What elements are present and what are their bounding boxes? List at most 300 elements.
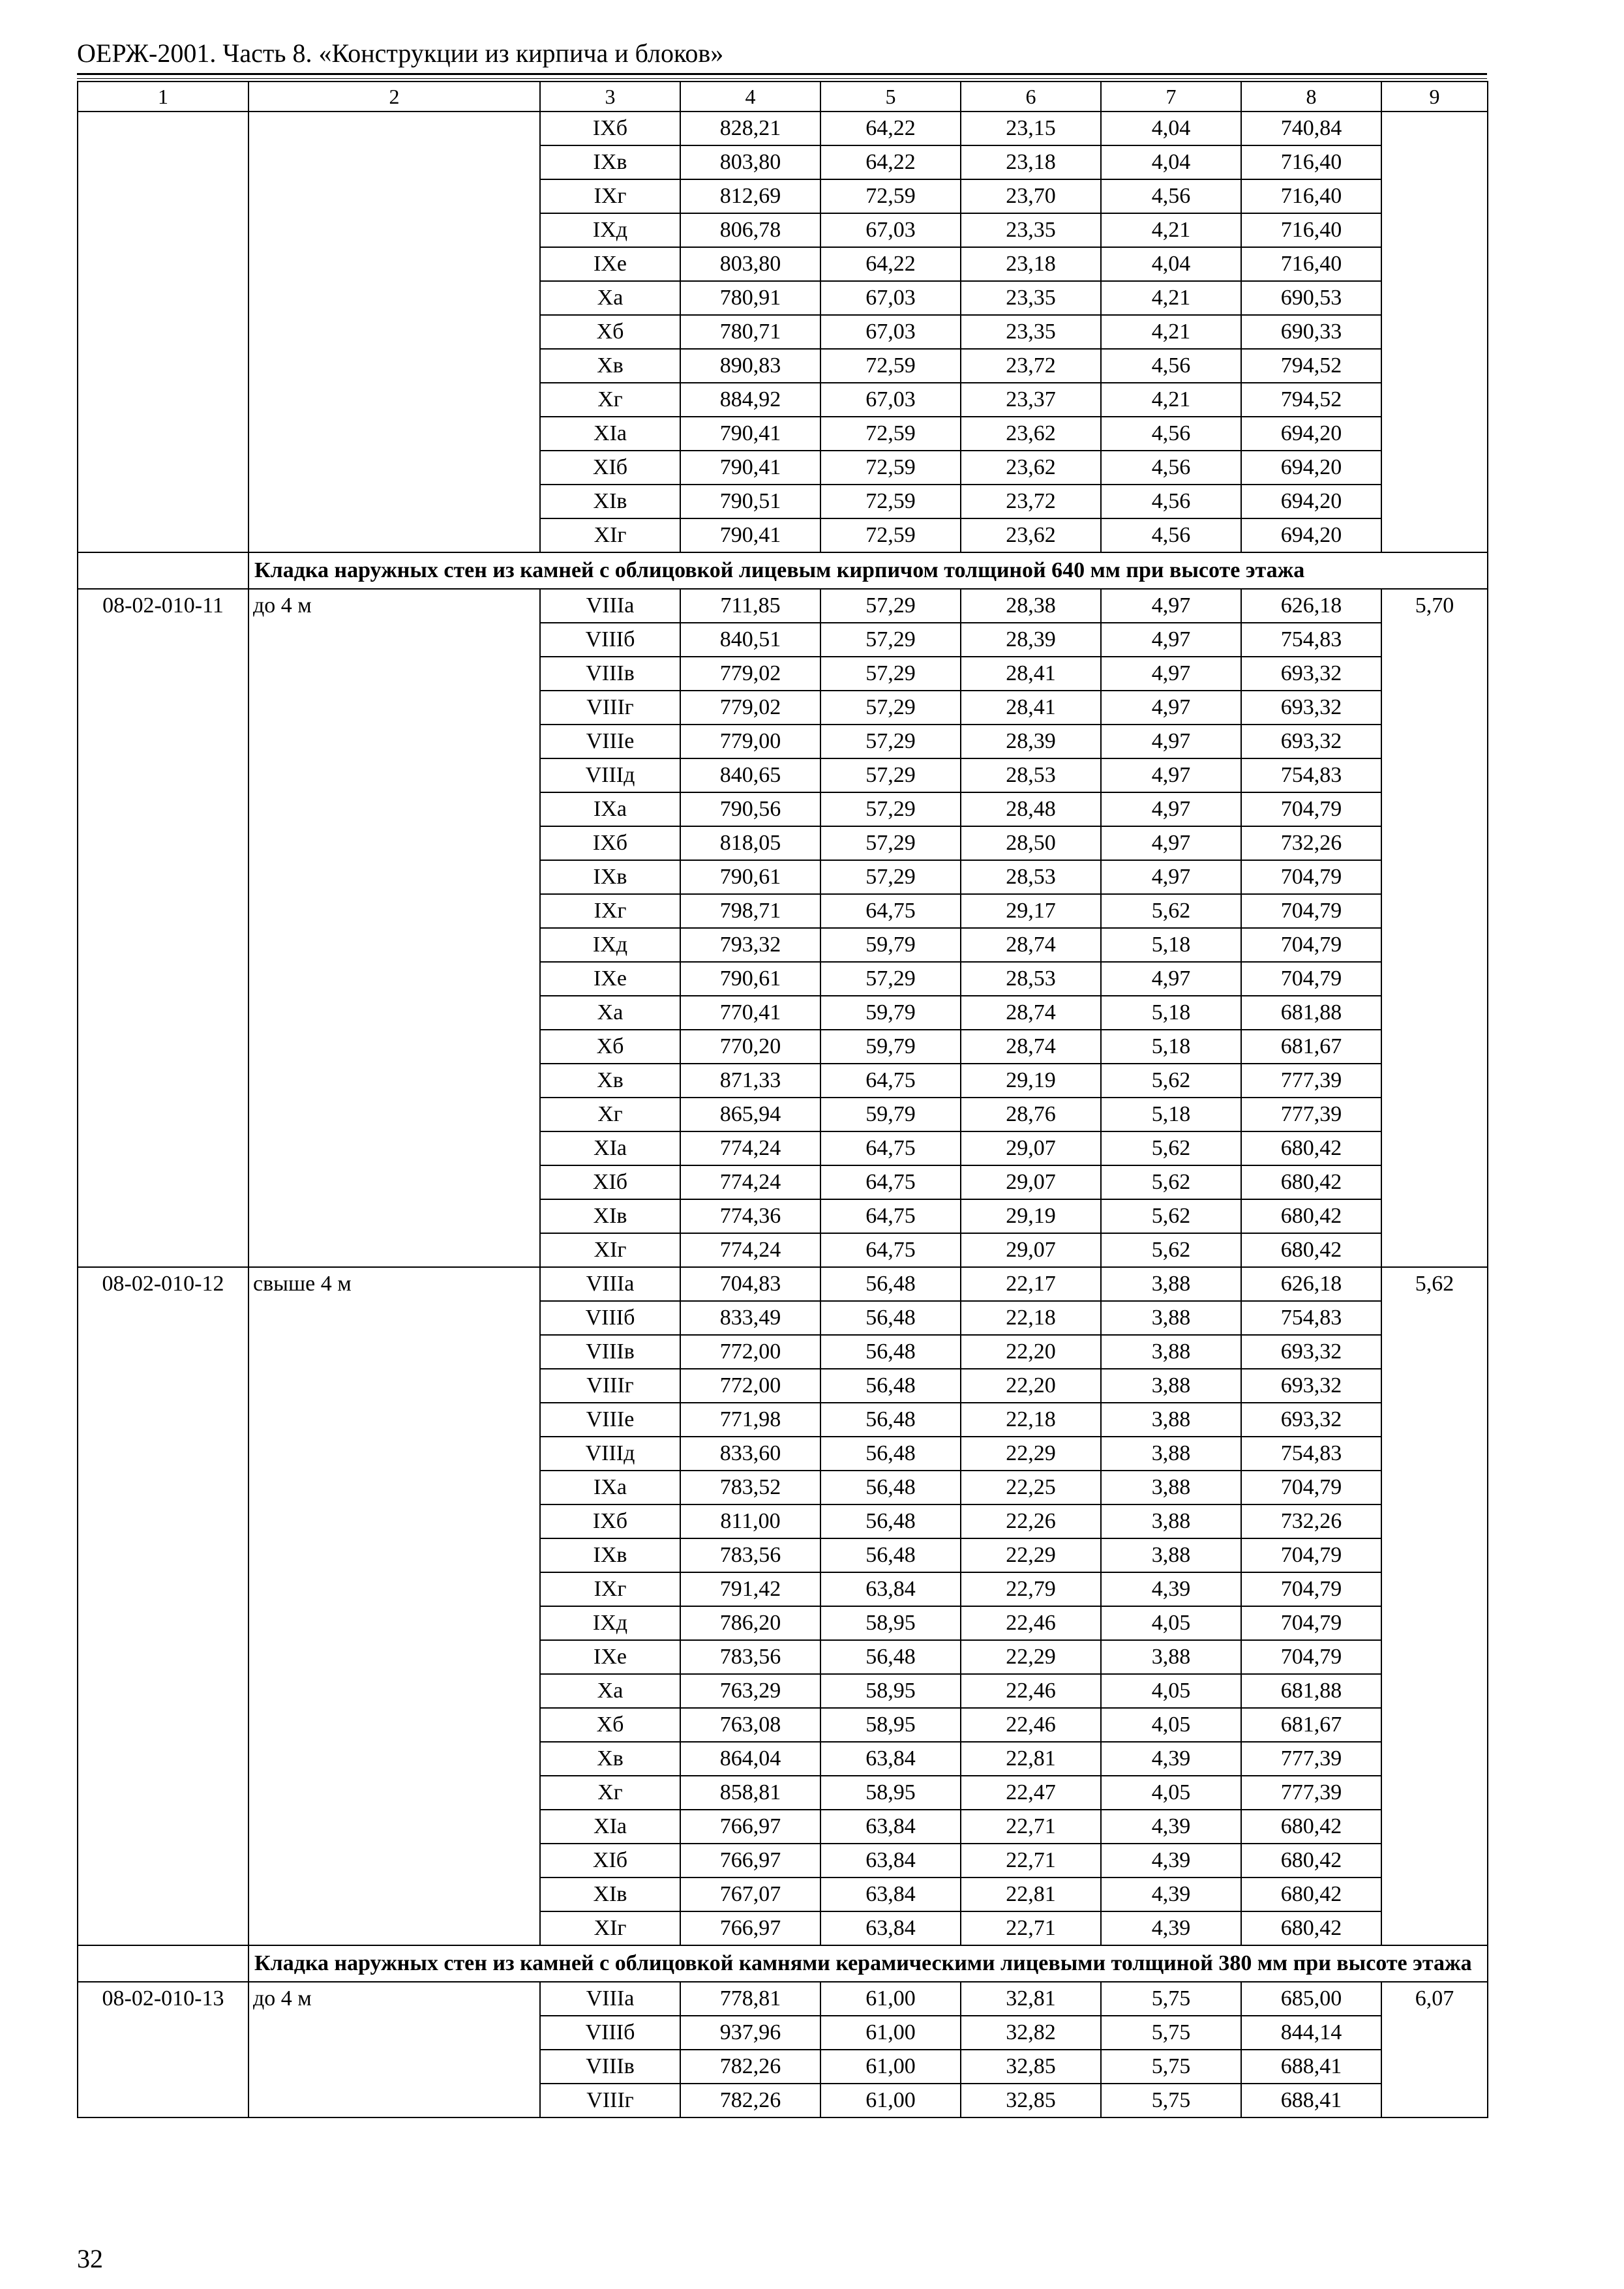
value-cell: 704,79 [1241,792,1381,826]
region-code: IXг [540,894,680,928]
value-cell: 22,79 [961,1572,1101,1606]
region-code: IXв [540,860,680,894]
region-code: VIIIа [540,1267,680,1301]
region-code: IXв [540,145,680,179]
value-cell: 57,29 [820,962,961,996]
region-code: IXг [540,1572,680,1606]
value-cell: 626,18 [1241,1267,1381,1301]
value-cell: 688,41 [1241,2050,1381,2084]
value-cell: 4,97 [1101,657,1241,691]
column-number: 1 [78,82,248,112]
value-cell: 56,48 [820,1335,961,1369]
value-cell: 680,42 [1241,1233,1381,1267]
value-cell: 22,26 [961,1504,1101,1538]
region-code: Xб [540,315,680,349]
value-cell: 64,75 [820,894,961,928]
value-cell: 5,62 [1101,1165,1241,1199]
region-code: XIв [540,1878,680,1911]
labor-norm: 5,70 [1381,589,1488,1267]
value-cell: 3,88 [1101,1504,1241,1538]
value-cell: 767,07 [680,1878,820,1911]
value-cell: 806,78 [680,213,820,247]
region-code: VIIIд [540,1437,680,1471]
value-cell: 782,26 [680,2050,820,2084]
value-cell: 4,39 [1101,1844,1241,1878]
value-cell: 23,35 [961,281,1101,315]
value-cell: 774,36 [680,1199,820,1233]
value-cell: 64,75 [820,1199,961,1233]
value-cell: 786,20 [680,1606,820,1640]
value-cell: 59,79 [820,1030,961,1064]
region-code: VIIIв [540,1335,680,1369]
value-cell: 72,59 [820,417,961,451]
value-cell: 681,88 [1241,996,1381,1030]
region-code: Xв [540,349,680,383]
value-cell: 791,42 [680,1572,820,1606]
labor-norm: 6,07 [1381,1982,1488,2117]
value-cell: 57,29 [820,792,961,826]
value-cell: 777,39 [1241,1064,1381,1098]
value-cell: 57,29 [820,589,961,623]
column-number-row [78,82,1488,112]
region-code: XIв [540,485,680,518]
value-cell: 790,41 [680,451,820,485]
value-cell: 64,75 [820,1165,961,1199]
table-row [78,589,1488,623]
value-cell: 774,24 [680,1131,820,1165]
value-cell: 23,15 [961,112,1101,145]
value-cell: 693,32 [1241,1335,1381,1369]
value-cell: 3,88 [1101,1640,1241,1674]
value-cell: 4,97 [1101,826,1241,860]
value-cell: 4,97 [1101,589,1241,623]
value-cell: 5,75 [1101,2084,1241,2117]
value-cell: 690,33 [1241,315,1381,349]
value-cell: 28,41 [961,657,1101,691]
value-cell: 783,52 [680,1471,820,1504]
value-cell: 763,29 [680,1674,820,1708]
value-cell: 23,72 [961,485,1101,518]
value-cell: 790,61 [680,860,820,894]
value-cell: 3,88 [1101,1471,1241,1504]
value-cell: 56,48 [820,1504,961,1538]
region-code: Xб [540,1030,680,1064]
value-cell: 693,32 [1241,657,1381,691]
region-code: VIIIе [540,725,680,758]
value-cell: 766,97 [680,1911,820,1945]
value-cell: 5,62 [1101,1131,1241,1165]
value-cell: 681,67 [1241,1708,1381,1742]
value-cell: 28,53 [961,962,1101,996]
value-cell: 22,71 [961,1810,1101,1844]
value-cell: 29,19 [961,1064,1101,1098]
value-cell: 28,41 [961,691,1101,725]
value-cell: 58,95 [820,1776,961,1810]
region-code: IXа [540,792,680,826]
table-body [78,82,1488,2117]
value-cell: 798,71 [680,894,820,928]
value-cell: 22,46 [961,1674,1101,1708]
region-code: IXд [540,213,680,247]
value-cell: 704,79 [1241,1538,1381,1572]
value-cell: 716,40 [1241,179,1381,213]
value-cell: 4,97 [1101,962,1241,996]
region-code: IXв [540,1538,680,1572]
value-cell: 780,71 [680,315,820,349]
value-cell: 704,83 [680,1267,820,1301]
value-cell: 64,75 [820,1131,961,1165]
region-code: Xг [540,1776,680,1810]
value-cell: 22,17 [961,1267,1101,1301]
region-code: IXе [540,247,680,281]
value-cell: 72,59 [820,349,961,383]
value-cell: 693,32 [1241,1369,1381,1403]
value-cell: 770,20 [680,1030,820,1064]
table-row [78,112,1488,145]
value-cell: 56,48 [820,1301,961,1335]
value-cell: 56,48 [820,1369,961,1403]
value-cell: 63,84 [820,1742,961,1776]
region-code: Xг [540,1098,680,1131]
value-cell: 811,00 [680,1504,820,1538]
value-cell: 754,83 [1241,1437,1381,1471]
region-code: XIа [540,1810,680,1844]
value-cell: 694,20 [1241,451,1381,485]
value-cell: 704,79 [1241,894,1381,928]
value-cell: 67,03 [820,315,961,349]
value-cell: 4,05 [1101,1776,1241,1810]
value-cell: 680,42 [1241,1878,1381,1911]
column-number: 8 [1241,82,1381,112]
value-cell: 685,00 [1241,1982,1381,2016]
value-cell: 4,39 [1101,1810,1241,1844]
value-cell: 4,97 [1101,758,1241,792]
value-cell: 28,50 [961,826,1101,860]
value-cell: 22,18 [961,1301,1101,1335]
value-cell: 732,26 [1241,826,1381,860]
header-rule-thin [77,78,1487,79]
value-cell: 790,41 [680,417,820,451]
value-cell: 28,39 [961,725,1101,758]
value-cell: 680,42 [1241,1199,1381,1233]
value-cell: 690,53 [1241,281,1381,315]
value-cell: 4,39 [1101,1742,1241,1776]
value-cell: 72,59 [820,179,961,213]
region-code: VIIIв [540,2050,680,2084]
value-cell: 4,56 [1101,349,1241,383]
value-cell: 777,39 [1241,1742,1381,1776]
value-cell: 840,51 [680,623,820,657]
region-code: IXд [540,1606,680,1640]
region-code: XIг [540,518,680,552]
value-cell: 680,42 [1241,1131,1381,1165]
rate-condition: до 4 м [248,1982,540,2117]
value-cell: 22,46 [961,1606,1101,1640]
region-code: VIIIа [540,1982,680,2016]
value-cell: 61,00 [820,1982,961,2016]
value-cell: 5,18 [1101,1030,1241,1064]
region-code: XIг [540,1233,680,1267]
value-cell: 28,39 [961,623,1101,657]
value-cell: 4,21 [1101,281,1241,315]
region-code: IXб [540,1504,680,1538]
value-cell: 693,32 [1241,725,1381,758]
value-cell: 23,62 [961,417,1101,451]
region-code: Xв [540,1742,680,1776]
value-cell: 828,21 [680,112,820,145]
value-cell: 774,24 [680,1165,820,1199]
value-cell: 58,95 [820,1606,961,1640]
value-cell: 63,84 [820,1810,961,1844]
value-cell: 28,48 [961,792,1101,826]
value-cell: 64,75 [820,1233,961,1267]
value-cell: 23,18 [961,145,1101,179]
region-code: VIIIд [540,758,680,792]
value-cell: 777,39 [1241,1098,1381,1131]
value-cell: 61,00 [820,2016,961,2050]
value-cell: 3,88 [1101,1369,1241,1403]
value-cell: 770,41 [680,996,820,1030]
value-cell: 29,07 [961,1131,1101,1165]
value-cell: 23,37 [961,383,1101,417]
value-cell: 32,85 [961,2050,1101,2084]
value-cell: 680,42 [1241,1911,1381,1945]
value-cell: 22,20 [961,1335,1101,1369]
table-row [78,1267,1488,1301]
value-cell: 5,18 [1101,1098,1241,1131]
value-cell: 4,97 [1101,725,1241,758]
value-cell: 58,95 [820,1708,961,1742]
value-cell: 64,22 [820,145,961,179]
value-cell: 57,29 [820,826,961,860]
value-cell: 4,05 [1101,1708,1241,1742]
value-cell: 754,83 [1241,623,1381,657]
value-cell: 884,92 [680,383,820,417]
region-code: VIIIб [540,1301,680,1335]
value-cell: 58,95 [820,1674,961,1708]
value-cell: 858,81 [680,1776,820,1810]
column-number: 3 [540,82,680,112]
value-cell: 4,04 [1101,145,1241,179]
value-cell: 4,21 [1101,213,1241,247]
value-cell: 694,20 [1241,485,1381,518]
value-cell: 28,38 [961,589,1101,623]
value-cell: 56,48 [820,1437,961,1471]
value-cell: 779,02 [680,691,820,725]
value-cell: 5,75 [1101,1982,1241,2016]
rate-condition: до 4 м [248,589,540,1267]
region-code: IXд [540,928,680,962]
value-cell: 794,52 [1241,383,1381,417]
region-code: VIIIе [540,1403,680,1437]
value-cell: 22,71 [961,1911,1101,1945]
value-cell: 833,60 [680,1437,820,1471]
value-cell: 57,29 [820,691,961,725]
value-cell: 22,47 [961,1776,1101,1810]
value-cell: 4,56 [1101,451,1241,485]
value-cell: 29,17 [961,894,1101,928]
value-cell: 22,18 [961,1403,1101,1437]
value-cell: 59,79 [820,928,961,962]
value-cell: 29,19 [961,1199,1101,1233]
value-cell: 64,75 [820,1064,961,1098]
section-heading: Кладка наружных стен из камней с облицовкой камнями керамическими лицевыми толщиной 380 мм при высоте этажа [248,1945,1488,1982]
value-cell: 67,03 [820,213,961,247]
region-code: Xа [540,281,680,315]
value-cell: 890,83 [680,349,820,383]
value-cell: 716,40 [1241,213,1381,247]
value-cell: 22,20 [961,1369,1101,1403]
value-cell: 28,74 [961,928,1101,962]
region-code: XIб [540,451,680,485]
region-code: VIIIг [540,1369,680,1403]
section-spacer [78,1945,248,1982]
value-cell: 28,74 [961,1030,1101,1064]
value-cell: 57,29 [820,725,961,758]
value-cell: 704,79 [1241,1471,1381,1504]
page-number: 32 [77,2244,103,2273]
rate-code: 08-02-010-13 [78,1982,248,2117]
column-number: 4 [680,82,820,112]
value-cell: 777,39 [1241,1776,1381,1810]
value-cell: 72,59 [820,451,961,485]
value-cell: 23,72 [961,349,1101,383]
value-cell: 779,00 [680,725,820,758]
value-cell: 3,88 [1101,1538,1241,1572]
value-cell: 688,41 [1241,2084,1381,2117]
value-cell: 22,29 [961,1538,1101,1572]
value-cell: 716,40 [1241,247,1381,281]
value-cell: 871,33 [680,1064,820,1098]
region-code: Xг [540,383,680,417]
value-cell: 793,32 [680,928,820,962]
value-cell: 812,69 [680,179,820,213]
value-cell: 56,48 [820,1640,961,1674]
value-cell: 28,76 [961,1098,1101,1131]
value-cell: 783,56 [680,1640,820,1674]
labor-norm: 5,62 [1381,1267,1488,1945]
value-cell: 23,62 [961,451,1101,485]
value-cell: 28,53 [961,758,1101,792]
region-code: VIIIб [540,623,680,657]
value-cell: 32,85 [961,2084,1101,2117]
value-cell: 680,42 [1241,1810,1381,1844]
value-cell: 57,29 [820,860,961,894]
value-cell: 790,51 [680,485,820,518]
value-cell: 865,94 [680,1098,820,1131]
value-cell: 5,75 [1101,2016,1241,2050]
value-cell: 5,18 [1101,996,1241,1030]
value-cell: 63,84 [820,1844,961,1878]
value-cell: 3,88 [1101,1437,1241,1471]
section-row [78,552,1488,589]
region-code: VIIIа [540,589,680,623]
value-cell: 766,97 [680,1810,820,1844]
value-cell: 4,39 [1101,1878,1241,1911]
value-cell: 72,59 [820,518,961,552]
value-cell: 22,81 [961,1742,1101,1776]
value-cell: 61,00 [820,2050,961,2084]
value-cell: 754,83 [1241,758,1381,792]
value-cell: 711,85 [680,589,820,623]
value-cell: 772,00 [680,1369,820,1403]
value-cell: 28,53 [961,860,1101,894]
value-cell: 3,88 [1101,1335,1241,1369]
value-cell: 4,04 [1101,112,1241,145]
value-cell: 23,35 [961,213,1101,247]
rate-condition [248,112,540,552]
value-cell: 4,56 [1101,485,1241,518]
value-cell: 937,96 [680,2016,820,2050]
value-cell: 64,22 [820,247,961,281]
value-cell: 29,07 [961,1233,1101,1267]
region-code: VIIIв [540,657,680,691]
value-cell: 774,24 [680,1233,820,1267]
column-number: 9 [1381,82,1488,112]
value-cell: 754,83 [1241,1301,1381,1335]
value-cell: 22,25 [961,1471,1101,1504]
value-cell: 64,22 [820,112,961,145]
value-cell: 4,21 [1101,315,1241,349]
value-cell: 56,48 [820,1471,961,1504]
value-cell: 4,05 [1101,1606,1241,1640]
value-cell: 22,71 [961,1844,1101,1878]
rate-condition: свыше 4 м [248,1267,540,1945]
region-code: Xв [540,1064,680,1098]
region-code: VIIIг [540,2084,680,2117]
value-cell: 626,18 [1241,589,1381,623]
value-cell: 56,48 [820,1403,961,1437]
value-cell: 57,29 [820,758,961,792]
region-code: Xа [540,996,680,1030]
region-code: Xб [540,1708,680,1742]
region-code: XIб [540,1844,680,1878]
region-code: VIIIб [540,2016,680,2050]
value-cell: 4,05 [1101,1674,1241,1708]
value-cell: 56,48 [820,1267,961,1301]
column-number: 2 [248,82,540,112]
value-cell: 693,32 [1241,1403,1381,1437]
value-cell: 680,42 [1241,1165,1381,1199]
region-code: XIа [540,417,680,451]
value-cell: 56,48 [820,1538,961,1572]
value-cell: 704,79 [1241,860,1381,894]
value-cell: 63,84 [820,1572,961,1606]
value-cell: 763,08 [680,1708,820,1742]
value-cell: 4,97 [1101,792,1241,826]
region-code: IXг [540,179,680,213]
value-cell: 772,00 [680,1335,820,1369]
value-cell: 32,82 [961,2016,1101,2050]
value-cell: 4,56 [1101,518,1241,552]
value-cell: 704,79 [1241,962,1381,996]
value-cell: 22,29 [961,1437,1101,1471]
value-cell: 22,46 [961,1708,1101,1742]
value-cell: 681,67 [1241,1030,1381,1064]
value-cell: 694,20 [1241,518,1381,552]
value-cell: 704,79 [1241,1572,1381,1606]
value-cell: 5,62 [1101,1199,1241,1233]
region-code: IXб [540,826,680,860]
section-row [78,1945,1488,1982]
value-cell: 23,18 [961,247,1101,281]
value-cell: 780,91 [680,281,820,315]
value-cell: 782,26 [680,2084,820,2117]
value-cell: 23,62 [961,518,1101,552]
value-cell: 28,74 [961,996,1101,1030]
value-cell: 3,88 [1101,1267,1241,1301]
value-cell: 29,07 [961,1165,1101,1199]
